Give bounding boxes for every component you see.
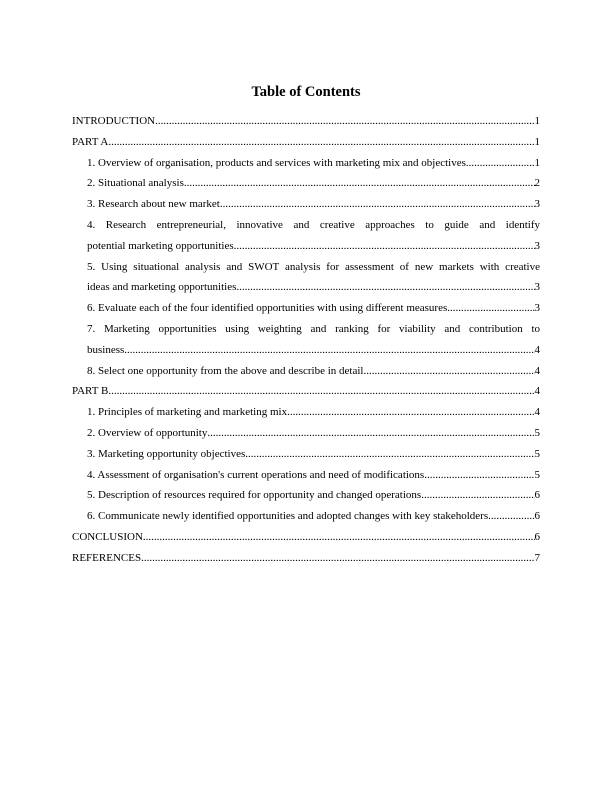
toc-page-number: 7	[534, 551, 540, 564]
toc-entry-a1[interactable]	[72, 153, 540, 174]
leader-dots	[184, 173, 535, 194]
toc-page-number: 6	[534, 510, 540, 523]
toc-entry-text: 5. Description of resources required for opportunity and changed operations	[87, 489, 422, 502]
toc-entry-a8[interactable]	[72, 361, 540, 382]
toc-entry-text-line1: 7. Marketing opportunities using weighting and ranking for viability and contribution to	[87, 322, 540, 335]
toc-entry-a5[interactable]	[72, 257, 540, 299]
toc-page-number: 3	[534, 198, 540, 211]
leader-dots	[124, 340, 534, 361]
toc-entry-text: 4. Assessment of organisation's current operations and need of modifications	[87, 468, 425, 481]
toc-entry-text: ideas and marketing opportunities	[87, 281, 237, 294]
toc-entry-text: 1. Overview of organisation, products and services with marketing mix and objectives	[87, 156, 466, 169]
toc-entry-b5[interactable]	[72, 485, 540, 506]
toc-entry-a6[interactable]	[72, 298, 540, 319]
toc-page-number: 3	[534, 281, 540, 294]
leader-dots	[143, 527, 535, 548]
toc-page-number: 5	[534, 468, 540, 481]
toc-page-number: 2	[534, 177, 540, 190]
toc-entry-text: PART B	[72, 385, 109, 398]
toc-entry-text: 2. Overview of opportunity	[87, 426, 208, 439]
leader-dots	[466, 153, 535, 174]
toc-page-number: 1	[534, 115, 540, 127]
leader-dots	[141, 548, 534, 569]
leader-dots	[234, 236, 535, 257]
leader-dots	[245, 444, 534, 465]
toc-entry-text: 3. Research about new market	[87, 198, 220, 211]
toc-page-number: 5	[534, 426, 540, 439]
leader-dots	[287, 402, 534, 423]
toc-title: Table of Contents	[251, 84, 361, 100]
leader-dots	[236, 277, 534, 298]
toc-entry-introduction[interactable]	[72, 111, 540, 132]
toc-page-number: 6	[534, 489, 540, 502]
leader-dots	[447, 298, 534, 319]
table-of-contents	[72, 111, 540, 569]
toc-entry-text: 8. Select one opportunity from the above and describe in detail	[87, 364, 364, 377]
toc-entry-a3[interactable]	[72, 194, 540, 215]
leader-dots	[363, 361, 534, 382]
toc-page-number: 4	[534, 385, 540, 398]
toc-entry-text: REFERENCES	[72, 551, 142, 564]
toc-entry-b6[interactable]	[72, 506, 540, 527]
toc-entry-a4[interactable]	[72, 215, 540, 257]
toc-page-number: 5	[534, 447, 540, 460]
toc-entry-text: 1. Principles of marketing and marketing mix	[87, 406, 288, 419]
toc-page-number: 6	[534, 530, 540, 543]
leader-dots	[488, 506, 534, 527]
toc-entry-a7[interactable]	[72, 319, 540, 361]
toc-entry-conclusion[interactable]	[72, 527, 540, 548]
leader-dots	[108, 381, 534, 402]
toc-entry-a2[interactable]	[72, 173, 540, 194]
leader-dots	[424, 465, 534, 486]
toc-entry-text: INTRODUCTION	[72, 115, 156, 127]
toc-entry-text: PART A	[72, 135, 109, 148]
leader-dots	[155, 111, 534, 132]
toc-entry-text-line1: 5. Using situational analysis and SWOT analysis for assessment of new markets with creative	[87, 260, 540, 273]
toc-page-number: 4	[534, 406, 540, 419]
toc-page-number: 4	[534, 343, 540, 356]
toc-entry-text: potential marketing opportunities	[87, 239, 234, 252]
toc-page-number: 1	[534, 156, 540, 169]
toc-entry-b1[interactable]	[72, 402, 540, 423]
toc-entry-text-line1: 4. Research entrepreneurial, innovative and creative approaches to guide and identify	[87, 218, 540, 231]
toc-entry-part-a[interactable]	[72, 132, 540, 153]
toc-entry-text: 6. Communicate newly identified opportunities and adopted changes with key stakeholders	[87, 510, 489, 523]
toc-entry-text: 2. Situational analysis	[87, 177, 184, 190]
toc-page-number: 1	[534, 135, 540, 148]
toc-entry-text: 6. Evaluate each of the four identified opportunities with using different measures	[87, 302, 448, 315]
toc-page-number: 3	[534, 239, 540, 252]
toc-entry-b2[interactable]	[72, 423, 540, 444]
toc-entry-part-b[interactable]	[72, 381, 540, 402]
toc-entry-text: 3. Marketing opportunity objectives	[87, 447, 246, 460]
toc-entry-references[interactable]	[72, 548, 540, 569]
leader-dots	[220, 194, 535, 215]
toc-page-number: 3	[534, 302, 540, 315]
leader-dots	[421, 485, 534, 506]
toc-entry-text: business	[87, 343, 125, 356]
toc-entry-text: CONCLUSION	[72, 530, 143, 543]
toc-entry-b4[interactable]	[72, 465, 540, 486]
toc-page-number: 4	[534, 364, 540, 377]
leader-dots	[108, 132, 534, 153]
toc-entry-b3[interactable]	[72, 444, 540, 465]
leader-dots	[207, 423, 534, 444]
